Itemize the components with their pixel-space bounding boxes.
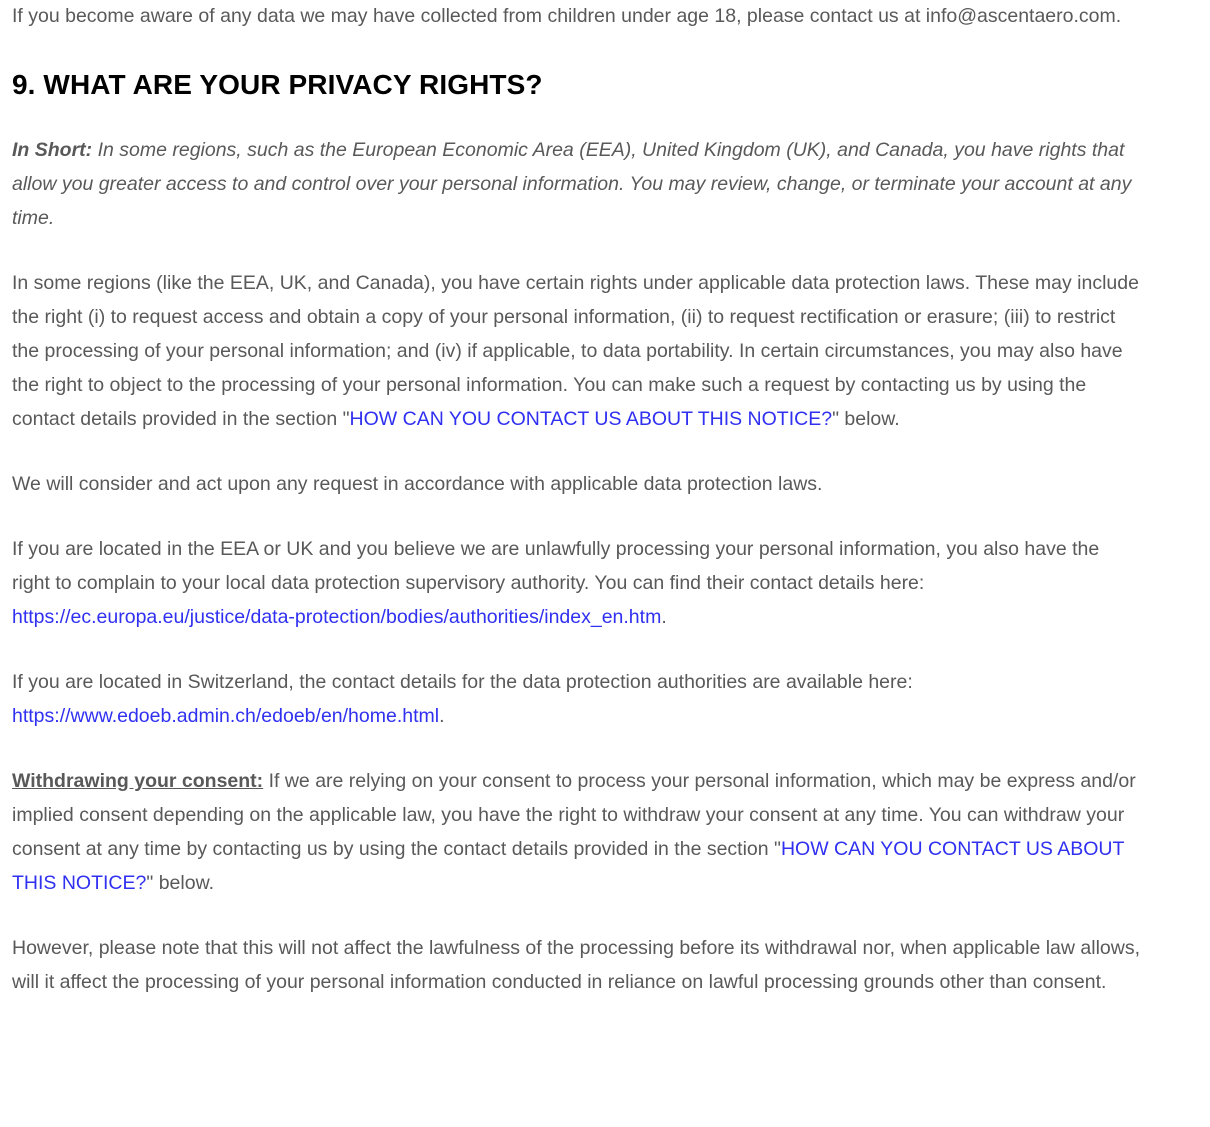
withdraw-contact-section-link[interactable]: HOW CAN YOU CONTACT US ABOUT THIS NOTICE? <box>12 838 1125 894</box>
consider-paragraph <box>12 467 1142 501</box>
withdraw-consent-label: Withdrawing your consent: <box>12 770 264 792</box>
rights-paragraph <box>12 266 1142 436</box>
contact-section-link[interactable]: HOW CAN YOU CONTACT US ABOUT THIS NOTICE? <box>349 408 833 430</box>
eea-complaint-paragraph <box>12 532 1142 634</box>
consider-text: We will consider and act upon any request in accordance with applicable data protection laws. <box>12 473 823 495</box>
eea-text: If you are located in the EEA or UK and you believe we are unlawfully processing your personal information, you also have the right to complain to your local data protection supervisory authority. You can find their contact details here: <box>12 538 1100 594</box>
however-paragraph <box>12 931 1142 999</box>
children-data-paragraph <box>12 0 1142 33</box>
eea-authorities-link[interactable]: https://ec.europa.eu/justice/data-protection/bodies/authorities/index_en.htm <box>12 606 662 628</box>
switzerland-paragraph <box>12 665 1142 733</box>
in-short-label: In Short: <box>12 139 93 161</box>
rights-text-end: " below. <box>832 408 900 430</box>
section-heading: 9. WHAT ARE YOUR PRIVACY RIGHTS? <box>12 69 543 100</box>
withdraw-consent-paragraph <box>12 764 1142 900</box>
swiss-authorities-link[interactable]: https://www.edoeb.admin.ch/edoeb/en/home.html <box>12 705 440 727</box>
rights-text: In some regions (like the EEA, UK, and Canada), you have certain rights under applicable data protection laws. These may include the right (i) to request access and obtain a copy of your personal information, (ii) to request rectification or erasure; (iii) to restrict the processing of your personal information; and (iv) if applicable, to data portability. In certain circumstances, you may also have the right to object to the processing of your personal information. You can make such a request by contacting us by using the contact details provided in the section " <box>12 272 1139 430</box>
in-short-paragraph <box>12 133 1142 235</box>
swiss-text: If you are located in Switzerland, the contact details for the data protection authorities are available here: <box>12 671 913 693</box>
in-short-text: In some regions, such as the European Economic Area (EEA), United Kingdom (UK), and Canada, you have rights that allow you greater access to and control over your personal information. You may review, change, or terminate your account at any time. <box>12 139 1132 229</box>
eea-period: . <box>661 606 667 628</box>
however-text: However, please note that this will not affect the lawfulness of the processing before its withdrawal nor, when applicable law allows, will it affect the processing of your personal information conducted in reliance on lawful processing grounds other than consent. <box>12 937 1141 993</box>
swiss-period: . <box>439 705 445 727</box>
children-data-text: If you become aware of any data we may have collected from children under age 18, please contact us at info@ascentaero.com. <box>12 5 1122 27</box>
withdraw-consent-text: If we are relying on your consent to process your personal information, which may be express and/or implied consent depending on the applicable law, you have the right to withdraw your consent at any time. You can withdraw your consent at any time by contacting us by using the contact details provided in the section " <box>12 770 1136 860</box>
withdraw-consent-end: " below. <box>146 872 214 894</box>
